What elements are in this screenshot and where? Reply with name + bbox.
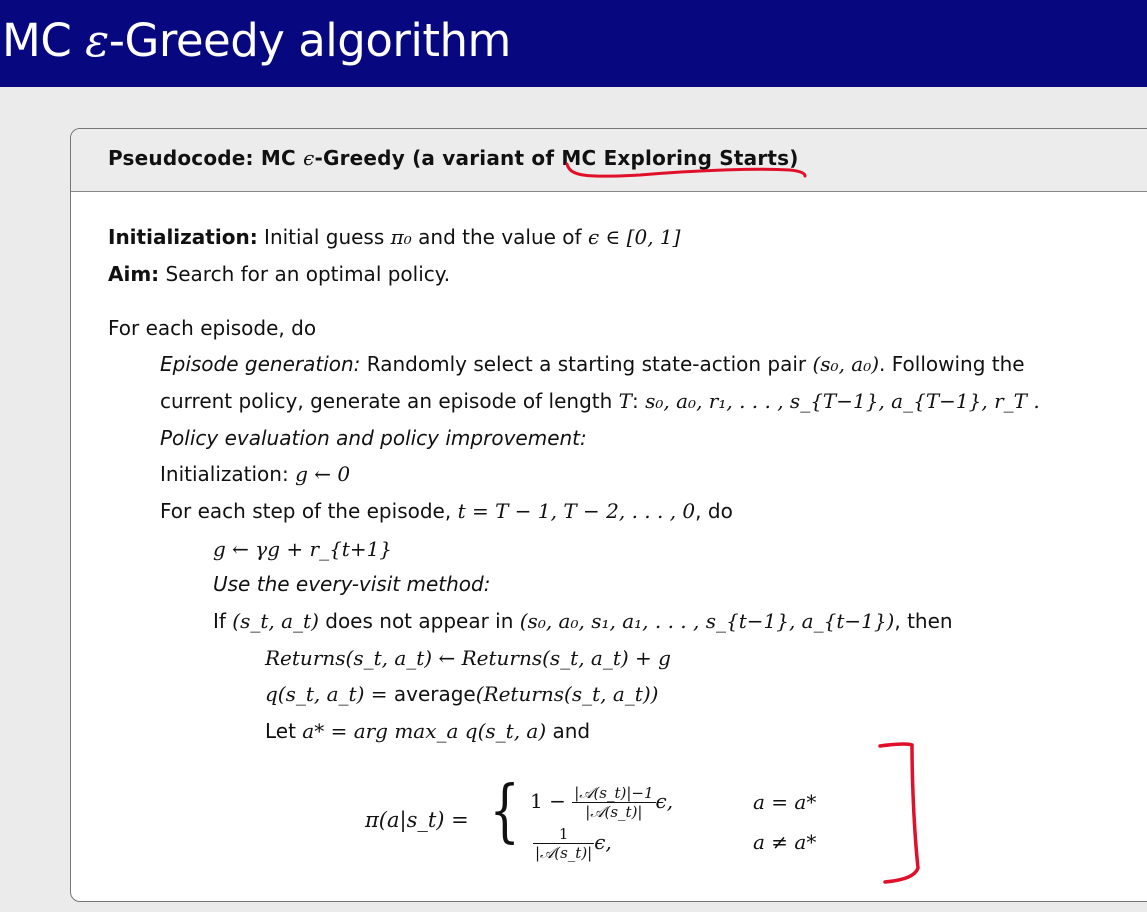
pseudocode-header	[71, 129, 1147, 192]
policy-eval-line: Policy evaluation and policy improvement:	[160, 426, 587, 450]
every-visit-line: Use the every-visit method:	[213, 572, 491, 596]
formula-lhs: π(a|s_t) =	[365, 808, 469, 832]
g-update-line: g ← γg + r_{t+1}	[213, 537, 393, 561]
let-argmax-line: Let a* = arg max_a q(s_t, a) and	[265, 719, 591, 743]
aim-line: Aim: Search for an optimal policy.	[108, 262, 451, 286]
q-average-line: q(s_t, a_t) = average(Returns(s_t, a_t))	[265, 682, 659, 706]
formula-condition-1: a = a*	[753, 790, 817, 814]
formula-fraction-1: $\frac{\text{|𝒜(s\_t)|−1}}{\text{|𝒜(s\_t)|}}$	[574, 784, 654, 821]
initialization-g-line: Initialization: g ← 0	[160, 462, 351, 486]
episode-generation-line: Episode generation: Randomly select a starting state-action pair (s₀, a₀). Following the	[160, 352, 1025, 376]
slide-title: MC ε-Greedy algorithm	[2, 14, 511, 67]
pseudocode-title: Pseudocode: MC ϵ-Greedy (a variant of MC Exploring Starts)	[108, 146, 799, 170]
formula-case-2: $\frac{1}{\text{|𝒜(s\_t)|}}$ ϵ,	[535, 825, 612, 862]
if-condition-line: If (s_t, a_t) does not appear in (s₀, a₀, s₁, a₁, . . . , s_{t−1}, a_{t−1}), then	[213, 609, 953, 633]
formula-fraction-2: $\frac{1}{\text{|𝒜(s\_t)|}}$	[535, 825, 593, 862]
slide-title-bar	[0, 0, 1147, 87]
formula-condition-2: a ≠ a*	[753, 830, 817, 854]
underlined-text: MC Exploring Starts	[561, 146, 790, 170]
formula-brace: {	[489, 772, 520, 851]
formula-case-1: 1 − $\frac{\text{|𝒜(s\_t)|−1}}{\text{|𝒜(s\_t)|}}$ ϵ,	[530, 784, 674, 821]
initialization-line: Initialization: Initial guess π₀ and the value of ϵ ∈ [0, 1]	[108, 225, 681, 249]
for-each-episode-line: For each episode, do	[108, 316, 317, 340]
for-each-step-line: For each step of the episode, t = T − 1, T − 2, . . . , 0, do	[160, 499, 733, 523]
current-policy-line: current policy, generate an episode of length T: s₀, a₀, r₁, . . . , s_{T−1}, a_{T−1}, r_T .	[160, 389, 1040, 413]
returns-line: Returns(s_t, a_t) ← Returns(s_t, a_t) + g	[265, 646, 671, 670]
